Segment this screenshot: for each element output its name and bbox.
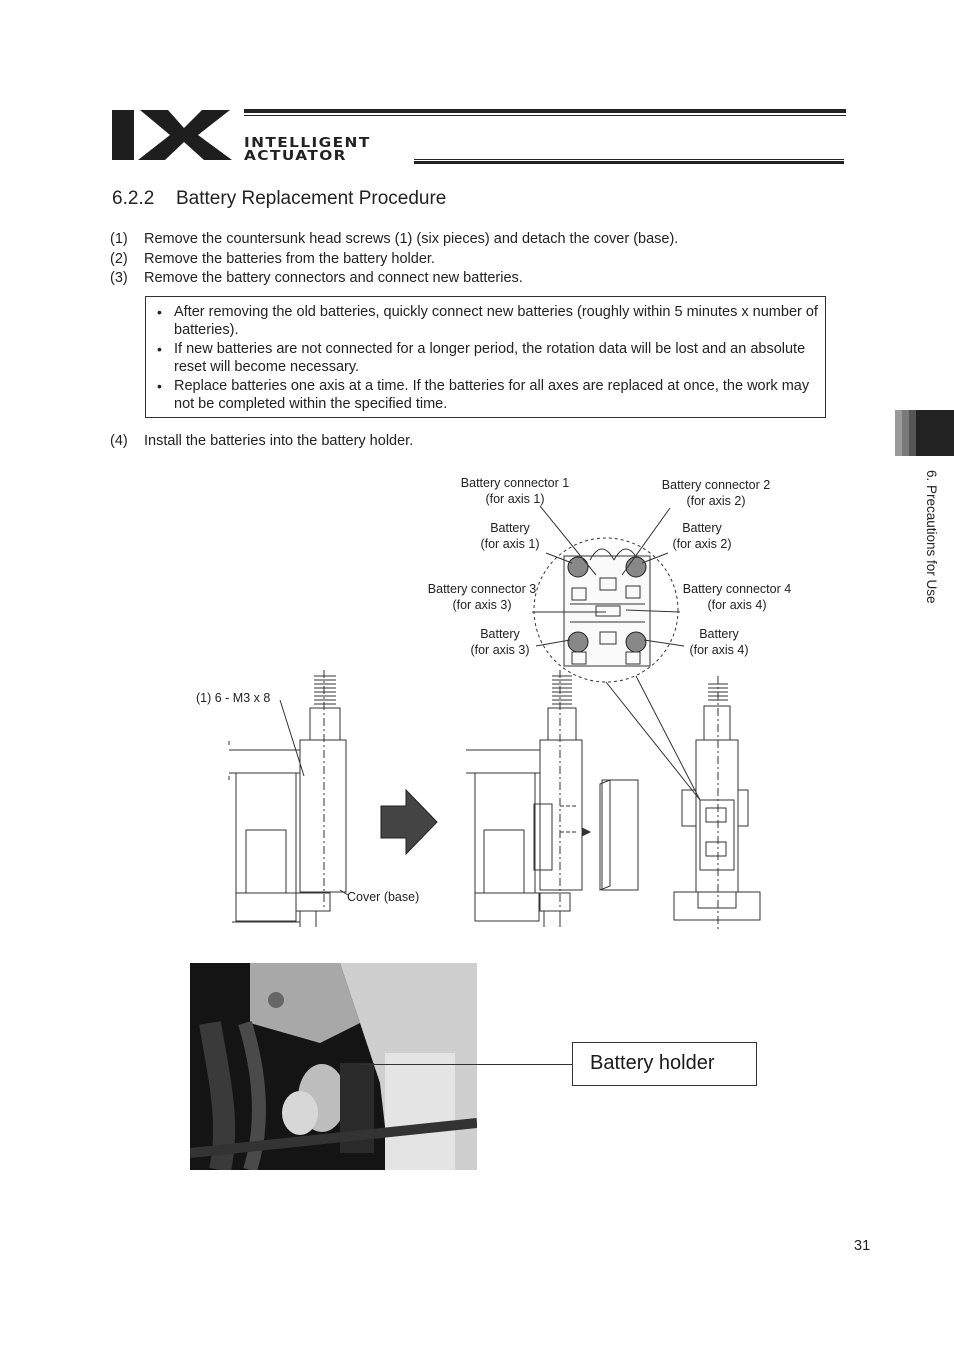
battery-axis4-icon (626, 632, 646, 652)
label-connector-4: Battery connector 4 (for axis 4) (682, 582, 792, 612)
label-battery-2: Battery (for axis 2) (672, 521, 732, 551)
photo-illustration (190, 963, 477, 1170)
note-item: • After removing the old batteries, quickly connect new batteries (roughly within 5 minutes x number of batteries). (154, 303, 819, 339)
label-connector-3: Battery connector 3 (for axis 3) (427, 582, 537, 612)
brand-line2: ACTUATOR (244, 149, 347, 164)
step-number: (4) (110, 433, 128, 449)
section-number: 6.2.2 (112, 188, 155, 209)
battery-axis1-icon (568, 557, 588, 577)
battery-axis2-icon (626, 557, 646, 577)
step-number: (3) (110, 270, 128, 286)
battery-holder-label: Battery holder (572, 1042, 757, 1086)
step-text: Remove the batteries from the battery holder. (144, 251, 435, 267)
section-title: Battery Replacement Procedure (176, 188, 447, 209)
page-number: 31 (854, 1238, 871, 1254)
label-battery-4: Battery (for axis 4) (689, 627, 749, 657)
note-item: • Replace batteries one axis at a time. If the batteries for all axes are replaced at once, the work may not be completed within the specified time. (154, 377, 819, 413)
label-screws: (1) 6 - M3 x 8 (196, 691, 271, 705)
label-cover: Cover (base) (347, 890, 420, 904)
brand-line1: INTELLIGENT (244, 136, 371, 151)
chapter-side-label: 6. Precautions for Use (924, 470, 939, 604)
step-text: Install the batteries into the battery holder. (144, 433, 414, 449)
label-connector-2: Battery connector 2 (for axis 2) (661, 478, 771, 508)
photo-leader-line (360, 1064, 572, 1065)
step-text: Remove the battery connectors and connect new batteries. (144, 270, 523, 286)
arrow-right-icon (381, 790, 437, 854)
step-number: (2) (110, 251, 128, 267)
step-number: (1) (110, 231, 128, 247)
label-connector-1: Battery connector 1 (for axis 1) (460, 476, 570, 506)
battery-axis3-icon (568, 632, 588, 652)
note-item: • If new batteries are not connected for a longer period, the rotation data will be lost and an absolute reset will become necessary. (154, 340, 819, 376)
label-battery-3: Battery (for axis 3) (470, 627, 530, 657)
step-text: Remove the countersunk head screws (1) (six pieces) and detach the cover (base). (144, 231, 679, 247)
label-battery-1: Battery (for axis 1) (480, 521, 540, 551)
battery-holder-photo (190, 963, 477, 1170)
